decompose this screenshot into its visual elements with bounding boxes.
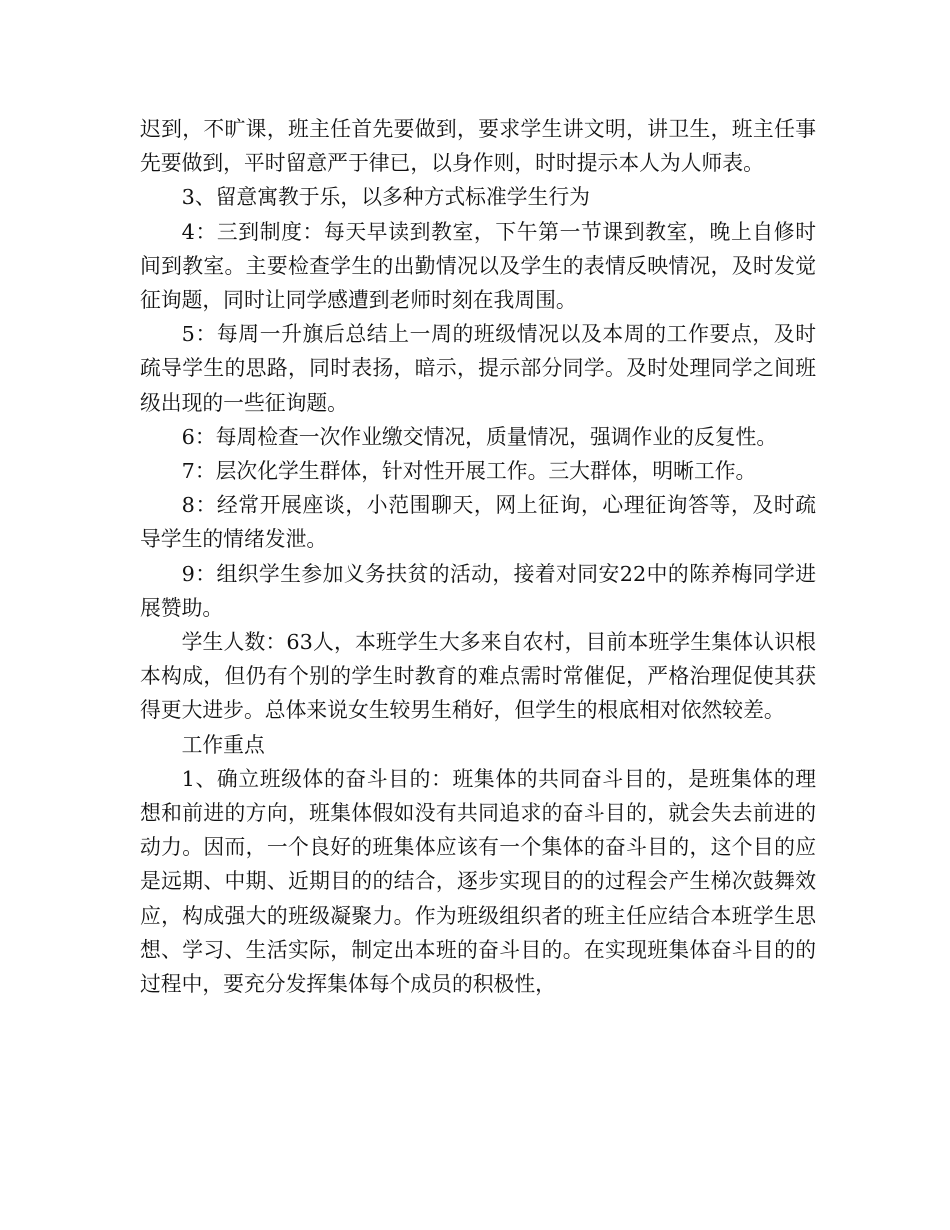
paragraph-9: 学生人数：63人，本班学生大多来自农村，目前本班学生集体认识根本构成，但仍有个别的学生时教育的难点需时常催促，严格治理促使其获得更大进步。总体来说女生较男生稍好，但学生的根底相对依然较差。 xyxy=(140,630,816,723)
paragraph-5: 6：每周检查一次作业缴交情况，质量情况，强调作业的反复性。 xyxy=(181,424,778,449)
paragraph-8: 9：组织学生参加义务扶贫的活动，接着对同安22中的陈养梅同学进展赞助。 xyxy=(140,561,816,620)
paragraph-10: 1、确立班级体的奋斗目的：班集体的共同奋斗目的，是班集体的理想和前进的方向，班集体假如没有共同追求的奋斗目的，就会失去前进的动力。因而，一个良好的班集体应该有一个集体的奋斗目的，这个目的应是远期、中期、近期目的的结合，逐步实现目的的过程会产生梯次鼓舞效应，构成强大的班级凝聚力。作为班级组织者的班主任应结合本班学生思想、学习、生活实际，制定出本班的奋斗目的。在实现班集体奋斗目的的过程中，要充分发挥集体每个成员的积极性， xyxy=(140,766,816,997)
section-heading: 工作重点 xyxy=(181,732,265,757)
paragraph-6: 7：层次化学生群体，针对性开展工作。三大群体，明晰工作。 xyxy=(181,459,757,484)
paragraph-3: 4：三到制度：每天早读到教室，下午第一节课到教室，晚上自修时间到教室。主要检查学生的出勤情况以及学生的表情反映情况，及时发觉征询题，同时让同学感遭到老师时刻在我周围。 xyxy=(140,219,816,313)
paragraph-7: 8：经常开展座谈，小范围聊天，网上征询，心理征询答等，及时疏导学生的情绪发泄。 xyxy=(140,493,816,552)
paragraph-1: 迟到，不旷课，班主任首先要做到，要求学生讲文明，讲卫生，班主任事先要做到，平时留意严于律已，以身作则，时时提示本人为人师表。 xyxy=(140,117,816,176)
paragraph-4: 5：每周一升旗后总结上一周的班级情况以及本周的工作要点，及时疏导学生的思路，同时表扬，暗示，提示部分同学。及时处理同学之间班级出现的一些征询题。 xyxy=(140,322,816,415)
paragraph-2: 3、留意寓教于乐，以多种方式标准学生行为 xyxy=(181,185,590,210)
document-body xyxy=(140,112,816,1001)
